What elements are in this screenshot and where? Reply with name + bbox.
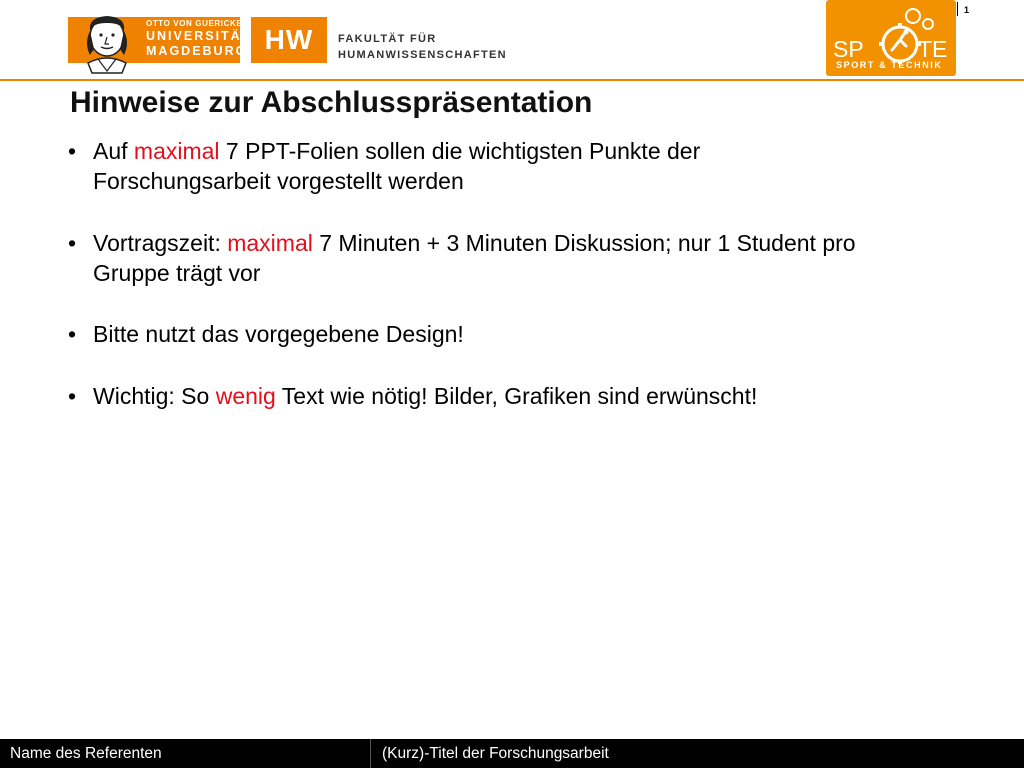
ovgu-line1: OTTO VON GUERICKE [146, 19, 243, 28]
bullet-text: Bitte nutzt das vorgegebene Design! [93, 321, 464, 347]
bullet-dot: • [68, 321, 77, 347]
ovgu-line3: MAGDEBURG [146, 43, 248, 58]
bullet-text: Wichtig: So [93, 383, 216, 409]
spote-sp: SP [833, 36, 864, 62]
bullet-text: Auf [93, 138, 134, 164]
bullet-item [68, 381, 757, 411]
hw-logo: HW [251, 17, 327, 63]
guericke-portrait-icon [78, 13, 136, 75]
ovgu-line2: UNIVERSITÄT [146, 29, 252, 43]
faculty-line1: FAKULTÄT FÜR [338, 33, 437, 45]
bullet-item [68, 136, 700, 196]
footer-presenter-name: Name des Referenten [10, 745, 162, 762]
footer-divider [370, 739, 371, 768]
bullet-line2: Forschungsarbeit vorgestellt werden [93, 168, 464, 194]
slide-title: Hinweise zur Abschlusspräsentation [70, 86, 593, 119]
spote-tagline: SPORT & TECHNIK [836, 60, 943, 70]
bullet-line2: Gruppe trägt vor [93, 260, 261, 286]
ovgu-wordmark [146, 20, 251, 57]
bullet-line [93, 136, 700, 166]
bullet-item [68, 319, 464, 349]
spote-te: TE [918, 36, 948, 62]
bullet-item [68, 228, 856, 288]
bullet-dot: • [68, 230, 77, 256]
bullet-line [93, 228, 856, 258]
footer-short-title: (Kurz)-Titel der Forschungsarbeit [382, 745, 609, 762]
page-number-divider [957, 2, 958, 16]
bullet-highlight: maximal [227, 230, 313, 256]
bullet-dot: • [68, 383, 77, 409]
faculty-line2: HUMANWISSENSCHAFTEN [338, 49, 507, 61]
page-number: 1 [964, 5, 970, 15]
bullet-dot: • [68, 138, 77, 164]
bullet-text: 7 PPT-Folien sollen die wichtigsten Punkte der [219, 138, 701, 164]
header-rule [0, 79, 1024, 81]
bullet-highlight: wenig [215, 383, 276, 409]
bullet-highlight: maximal [133, 138, 220, 164]
bullet-text: Text wie nötig! Bilder, Grafiken sind erwünscht! [275, 383, 758, 409]
bullet-text: Vortragszeit: [93, 230, 228, 256]
bullet-line [93, 381, 757, 411]
bullet-text: 7 Minuten + 3 Minuten Diskussion; nur 1 Student pro [312, 230, 856, 256]
faculty-name [338, 31, 507, 63]
footer-bar [0, 739, 1024, 768]
